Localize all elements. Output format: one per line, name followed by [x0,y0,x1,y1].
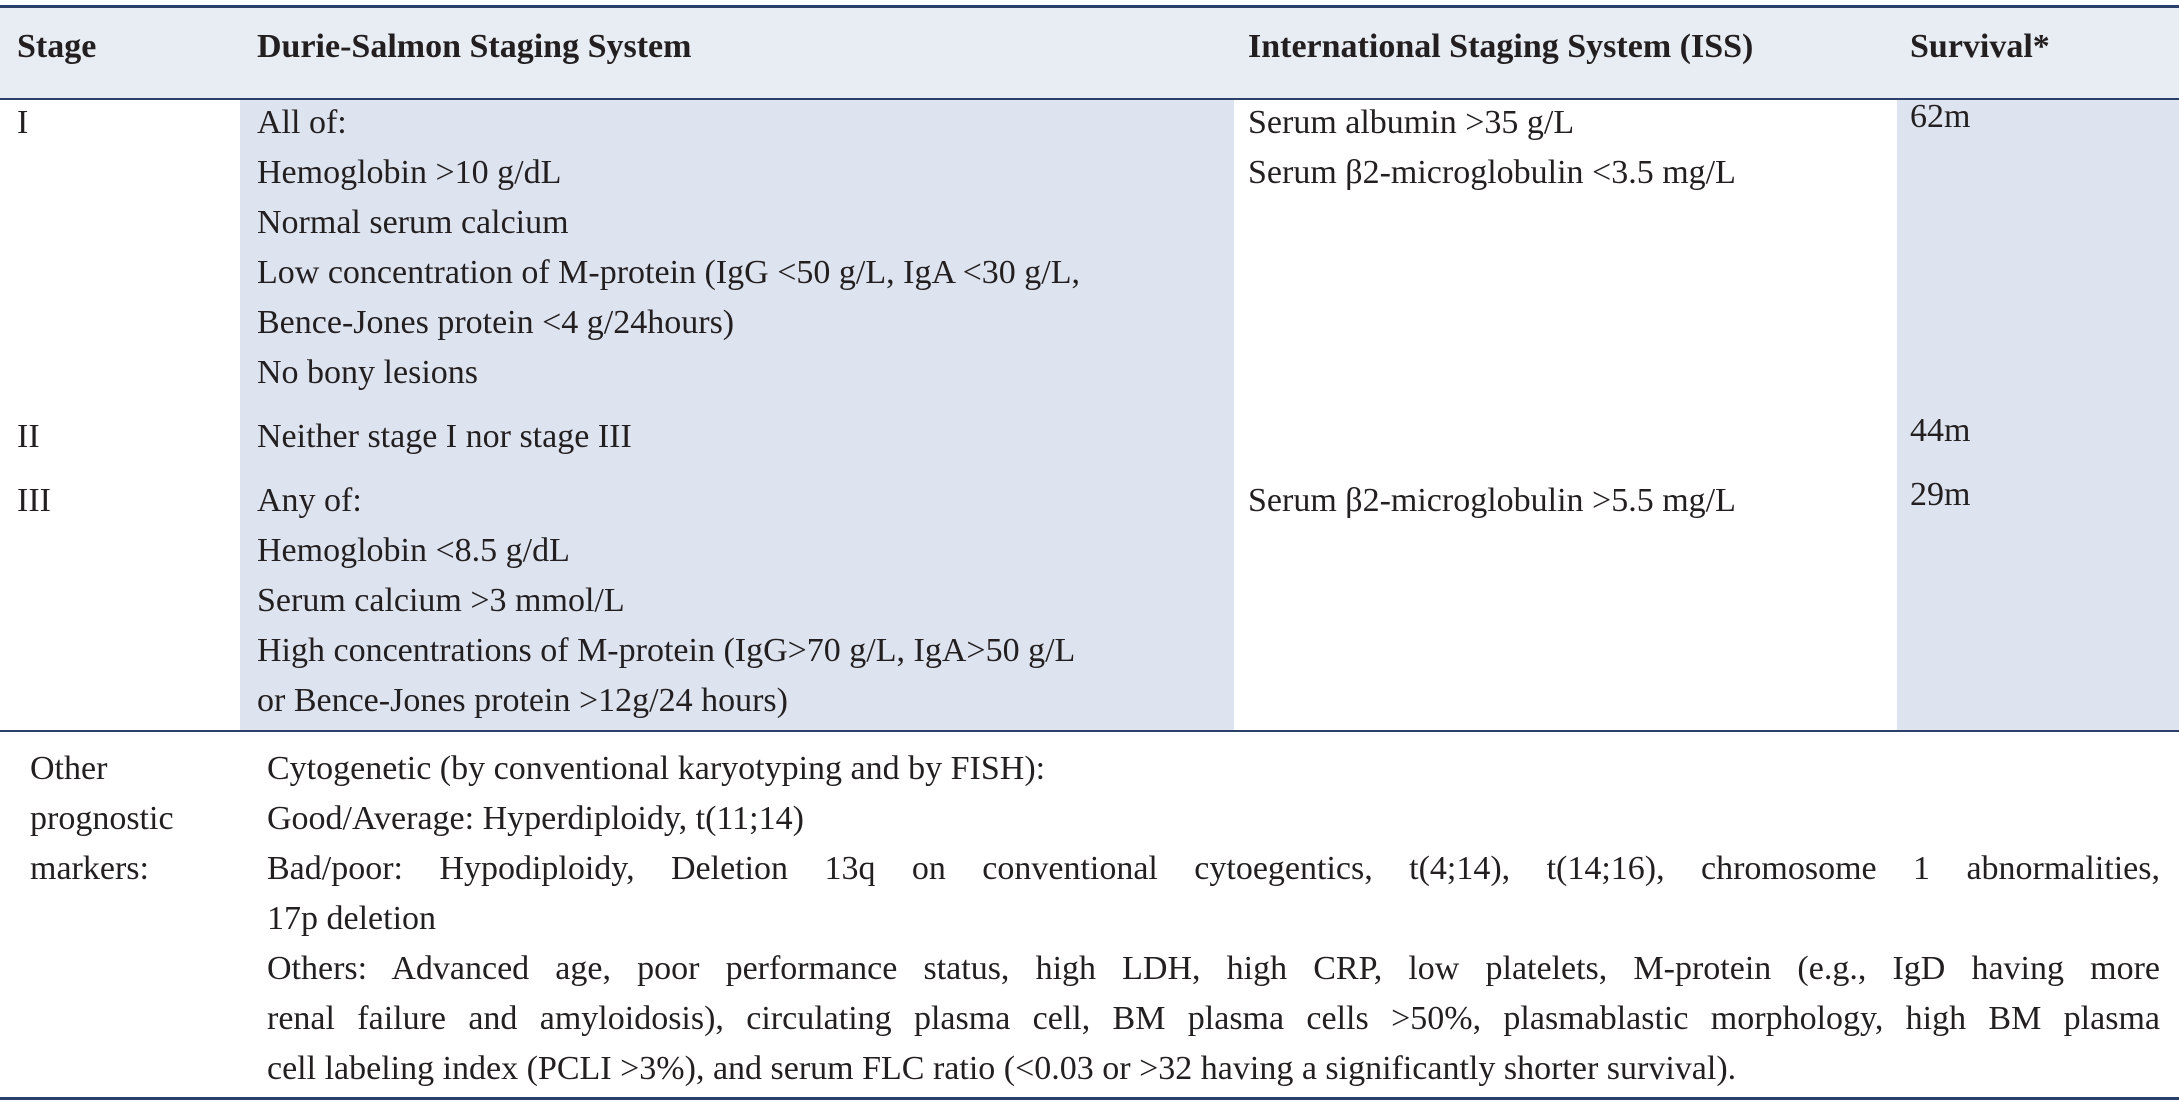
table-bottom-rule [0,1097,2179,1100]
criteria-line: Hemoglobin >10 g/dL [257,154,562,191]
section-divider [0,730,2179,732]
criteria-line: Any of: [257,482,362,519]
criteria-line: Neither stage I nor stage III [257,418,632,455]
label-line: markers: [30,850,149,887]
marker-line: Cytogenetic (by conventional karyotyping and by FISH): [267,750,1046,787]
criteria-line: High concentrations of M-protein (IgG>70 g/L, IgA>50 g/L [257,632,1076,669]
iss-cell [1248,98,1736,198]
criteria-line: or Bence-Jones protein >12g/24 hours) [257,682,788,719]
criteria-line: Low concentration of M-protein (IgG <50 g/L, IgA <30 g/L, [257,254,1081,291]
iss-line: Serum β2-microglobulin <3.5 mg/L [1248,154,1736,191]
marker-line: Others: Advanced age, poor performance status, high LDH, high CRP, low platelets, M-protein (e.g., IgD having more [267,950,2160,987]
header-survival: Survival* [1910,28,2050,65]
header-iss: International Staging System (ISS) [1248,28,1754,65]
criteria-line: Hemoglobin <8.5 g/dL [257,532,570,569]
stage-cell: III [17,482,51,519]
durie-salmon-cell [257,476,1075,726]
header-durie-salmon: Durie-Salmon Staging System [257,28,692,65]
iss-cell [1248,476,1736,526]
durie-salmon-cell [257,98,1080,398]
criteria-line: All of: [257,104,347,141]
other-markers-text [267,744,2160,1094]
criteria-line: Serum calcium >3 mmol/L [257,582,625,619]
label-line: prognostic [30,800,174,837]
survival-cell: 44m [1910,412,1971,449]
stage-cell: II [17,418,40,455]
marker-line: cell labeling index (PCLI >3%), and serum FLC ratio (<0.03 or >32 having a significantly shorter survival). [267,1050,1737,1087]
header-stage: Stage [17,28,97,65]
durie-salmon-cell [257,412,632,462]
marker-line: 17p deletion [267,900,437,937]
criteria-line: Normal serum calcium [257,204,569,241]
criteria-line: No bony lesions [257,354,478,391]
survival-cell: 62m [1910,98,1971,135]
label-line: Other [30,750,108,787]
other-markers-label [30,744,174,894]
marker-line: renal failure and amyloidosis), circulating plasma cell, BM plasma cells >50%, plasmablastic morphology, high BM plasma [267,1000,2160,1037]
criteria-line: Bence-Jones protein <4 g/24hours) [257,304,735,341]
iss-line: Serum β2-microglobulin >5.5 mg/L [1248,482,1736,519]
marker-line: Bad/poor: Hypodiploidy, Deletion 13q on conventional cytoegentics, t(4;14), t(14;16), chromosome 1 abnormalities, [267,850,2160,887]
marker-line: Good/Average: Hyperdiploidy, t(11;14) [267,800,804,837]
stage-cell: I [17,104,29,141]
survival-cell: 29m [1910,476,1971,513]
iss-line: Serum albumin >35 g/L [1248,104,1575,141]
